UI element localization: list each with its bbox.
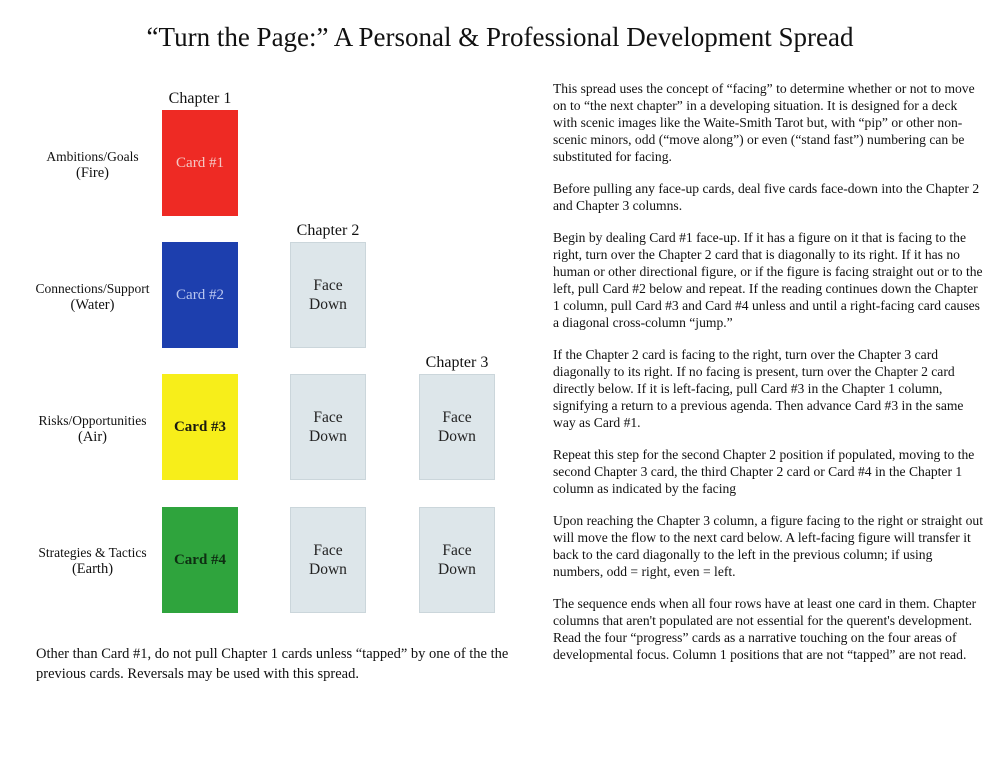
- card-1: [162, 110, 238, 216]
- instructions: [553, 80, 983, 678]
- face-down-line: Down: [309, 561, 347, 578]
- row-label-risks: [20, 412, 165, 446]
- instruction-paragraph: The sequence ends when all four rows have at least one card in them. Chapter columns that aren't populated are not essential for the querent's development. Read the four “progress” cards as a narrative touching on the four areas of developmental focus. Column 1 positions that are not “tapped” are not read.: [553, 596, 977, 662]
- face-down-line: Down: [309, 296, 347, 313]
- row-title: Connections/Support: [35, 281, 150, 296]
- row-label-ambitions: [20, 148, 165, 182]
- row-element: (Fire): [75, 165, 109, 181]
- row-element: (Water): [70, 297, 115, 313]
- chapter-3-card-2: [419, 507, 495, 613]
- instruction-paragraph: Upon reaching the Chapter 3 column, a figure facing to the right or straight out will move the flow to the next card below. A left-facing figure will transfer it back to the card diagonally to the left in the previous column; if using numbers, odd = right, even = left.: [553, 513, 983, 579]
- card-label: Card #2: [176, 286, 224, 303]
- face-down-line: Down: [309, 428, 347, 445]
- card-label: Card #4: [173, 551, 227, 568]
- row-element: (Air): [78, 429, 107, 445]
- card-2: [162, 242, 238, 348]
- page-title: “Turn the Page:” A Personal & Professional Development Spread: [146, 22, 854, 52]
- card-label: Card #1: [176, 154, 224, 171]
- face-down-line: Face: [442, 542, 472, 559]
- face-down-line: Face: [313, 277, 343, 294]
- row-element: (Earth): [71, 561, 114, 577]
- row-label-strategies: [20, 544, 165, 578]
- instruction-paragraph: This spread uses the concept of “facing” to determine whether or not to move on to “the next chapter” in a developing situation. It is designed for a deck with scenic images like the Waite-Smith Tarot but, with “pip” or other non-scenic minors, odd (“move along”) or even (“stand fast”) numbering can be substituted for facing.: [553, 81, 975, 164]
- instruction-paragraph: If the Chapter 2 card is facing to the right, turn over the Chapter 3 card diagonally to its right. If no facing is present, turn over the Chapter 2 card directly below. If it is left-facing, pull Card #3 in the Chapter 1 column, signifying a return to a previous agenda. Then advance Card #3 in the same way as Card #1.: [553, 347, 964, 430]
- instruction-paragraph: Repeat this step for the second Chapter 2 position if populated, moving to the second Chapter 3 card, the third Chapter 2 card or Card #4 in the Chapter 1 column as indicated by the facing: [553, 447, 975, 496]
- chapter-3-label: Chapter 3: [425, 354, 489, 371]
- face-down-line: Down: [438, 428, 476, 445]
- instruction-paragraph: Begin by dealing Card #1 face-up. If it has a figure on it that is facing to the right, turn over the Chapter 2 card that is diagonally to its right. If it has no human or other directional figure, or if the figure is facing straight out or to the left, pull Card #2 below and repeat. If the reading continues down the Chapter 1 column, pull Card #3 and Card #4 unless and until a right-facing card causes a diagonal cross-column “jump.”: [553, 230, 983, 330]
- row-title: Ambitions/Goals: [46, 149, 139, 164]
- chapter-3-card-1: [419, 374, 495, 480]
- chapter-2-card-3: [290, 507, 366, 613]
- row-title: Risks/Opportunities: [38, 413, 147, 428]
- instruction-paragraph: Before pulling any face-up cards, deal five cards face-down into the Chapter 2 and Chapter 3 columns.: [553, 181, 980, 213]
- chapter-2-card-1: [290, 242, 366, 348]
- face-down-line: Face: [442, 409, 472, 426]
- face-down-line: Down: [438, 561, 476, 578]
- chapter-1-label: Chapter 1: [168, 90, 232, 107]
- row-title: Strategies & Tactics: [38, 545, 147, 560]
- row-label-connections: [20, 280, 165, 314]
- face-down-line: Face: [313, 542, 343, 559]
- face-down-line: Face: [313, 409, 343, 426]
- card-3: [162, 374, 238, 480]
- chapter-2-label: Chapter 2: [296, 222, 360, 239]
- card-label: Card #3: [173, 418, 227, 435]
- card-4: [162, 507, 238, 613]
- chapter-2-card-2: [290, 374, 366, 480]
- bottom-note: Other than Card #1, do not pull Chapter 1 cards unless “tapped” by one of the the previous cards. Reversals may be used with this spread.: [36, 646, 509, 682]
